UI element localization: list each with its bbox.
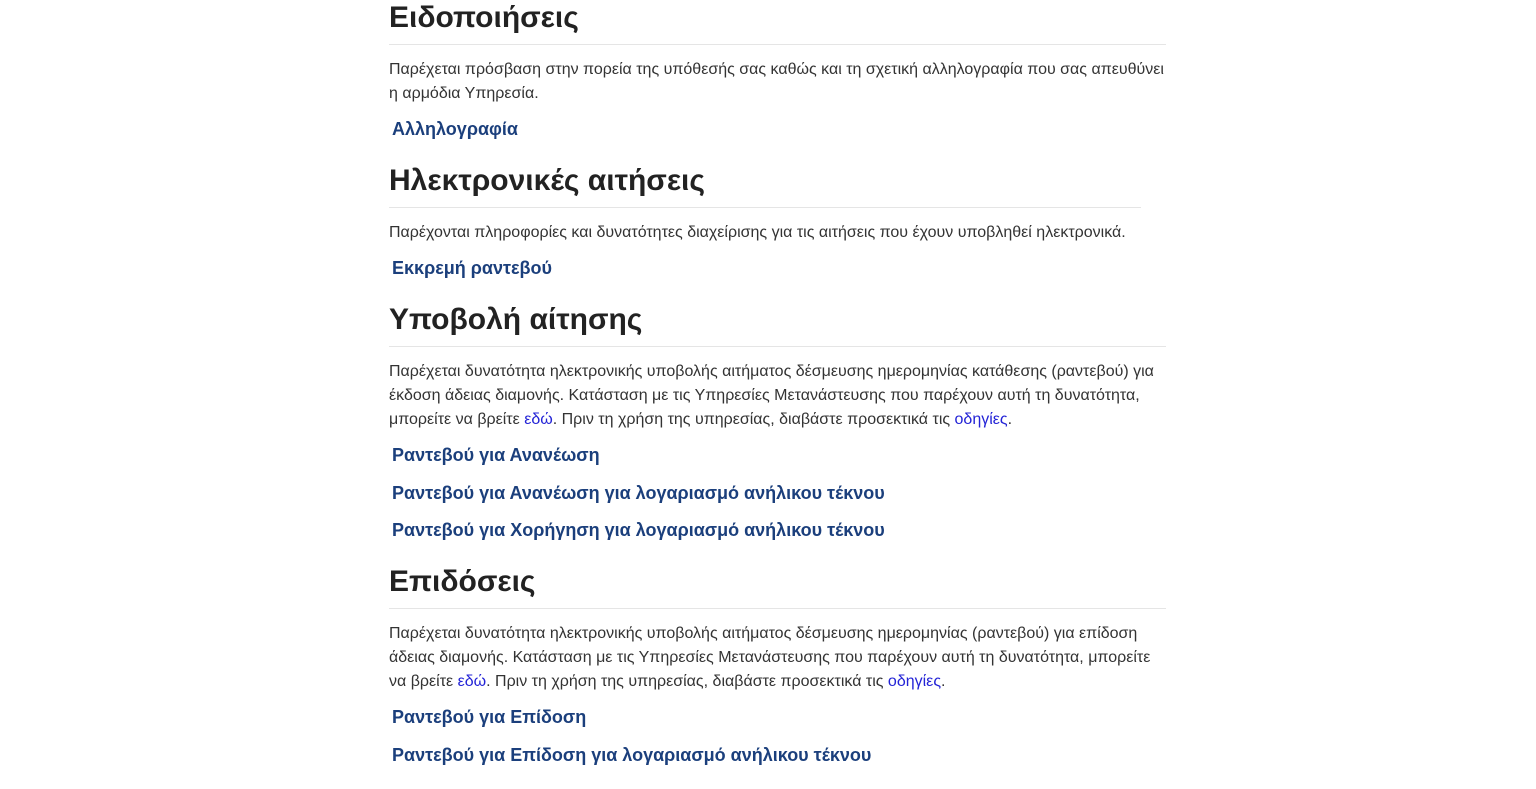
delivery-appointment-link[interactable]: Ραντεβού για Επίδοση: [392, 707, 587, 727]
description-text: .: [1007, 411, 1013, 428]
section-deliveries: [389, 564, 1166, 767]
section-description: [389, 622, 1166, 694]
description-text: . Πριν τη χρήση της υπηρεσίας, διαβάστε προσεκτικά τις: [552, 411, 955, 428]
renewal-minor-appointment-link[interactable]: Ραντεβού για Ανανέωση για λογαριασμό ανήλικου τέκνου: [392, 482, 885, 503]
renewal-appointment-link[interactable]: Ραντεβού για Ανανέωση: [392, 445, 600, 465]
instructions-link[interactable]: οδηγίες: [887, 673, 942, 690]
description-text: . Πριν τη χρήση της υπηρεσίας, διαβάστε προσεκτικά τις: [486, 673, 888, 690]
section-description: [389, 360, 1166, 432]
section-electronic-applications: [389, 163, 1141, 280]
section-submit-application: [389, 302, 1166, 542]
section-notifications: [389, 0, 1166, 141]
here-link[interactable]: εδώ: [524, 411, 553, 428]
section-heading: Ειδοποιήσεις: [389, 0, 1166, 45]
description-text: Παρέχεται δυνατότητα ηλεκτρονικής υποβολής αιτήματος δέσμευσης ημερομηνίας κατάθεσης (ραντεβού) για έκδοση άδειας διαμονής. Κατάσταση με τις Υπηρεσίες Μετανάστευσης που παρέχουν αυτή τη δυνατότητα, μπορείτε να βρείτε: [389, 363, 1154, 428]
pending-appointments-link[interactable]: Εκκρεμή ραντεβού: [392, 258, 553, 278]
grant-minor-appointment-link[interactable]: Ραντεβού για Χορήγηση για λογαριασμό ανήλικου τέκνου: [392, 520, 885, 540]
section-heading: Υποβολή αίτησης: [389, 302, 1166, 347]
section-heading: Ηλεκτρονικές αιτήσεις: [389, 163, 1141, 208]
here-link[interactable]: εδώ: [457, 673, 487, 690]
instructions-link[interactable]: οδηγίες: [954, 411, 1008, 428]
section-heading: Επιδόσεις: [389, 564, 1166, 609]
delivery-minor-appointment-link[interactable]: Ραντεβού για Επίδοση για λογαριασμό ανήλικου τέκνου: [392, 744, 872, 765]
section-description: Παρέχεται πρόσβαση στην πορεία της υπόθεσής σας καθώς και τη σχετική αλληλογραφία που σας απευθύνει η αρμόδια Υπηρεσία.: [389, 61, 1164, 102]
description-text: Παρέχεται δυνατότητα ηλεκτρονικής υποβολής αιτήματος δέσμευσης ημερομηνίας (ραντεβού) για επίδοση άδειας διαμονής. Κατάσταση με τις Υπηρεσίες Μετανάστευσης που παρέχουν αυτή τη δυνατότητα, μπορείτε να βρείτε: [389, 625, 1151, 690]
section-description: Παρέχονται πληροφορίες και δυνατότητες διαχείρισης για τις αιτήσεις που έχουν υποβληθεί ηλεκτρονικά.: [389, 224, 1126, 241]
content: [389, 0, 1166, 789]
description-text: .: [941, 673, 946, 690]
correspondence-link[interactable]: Αλληλογραφία: [392, 119, 518, 139]
